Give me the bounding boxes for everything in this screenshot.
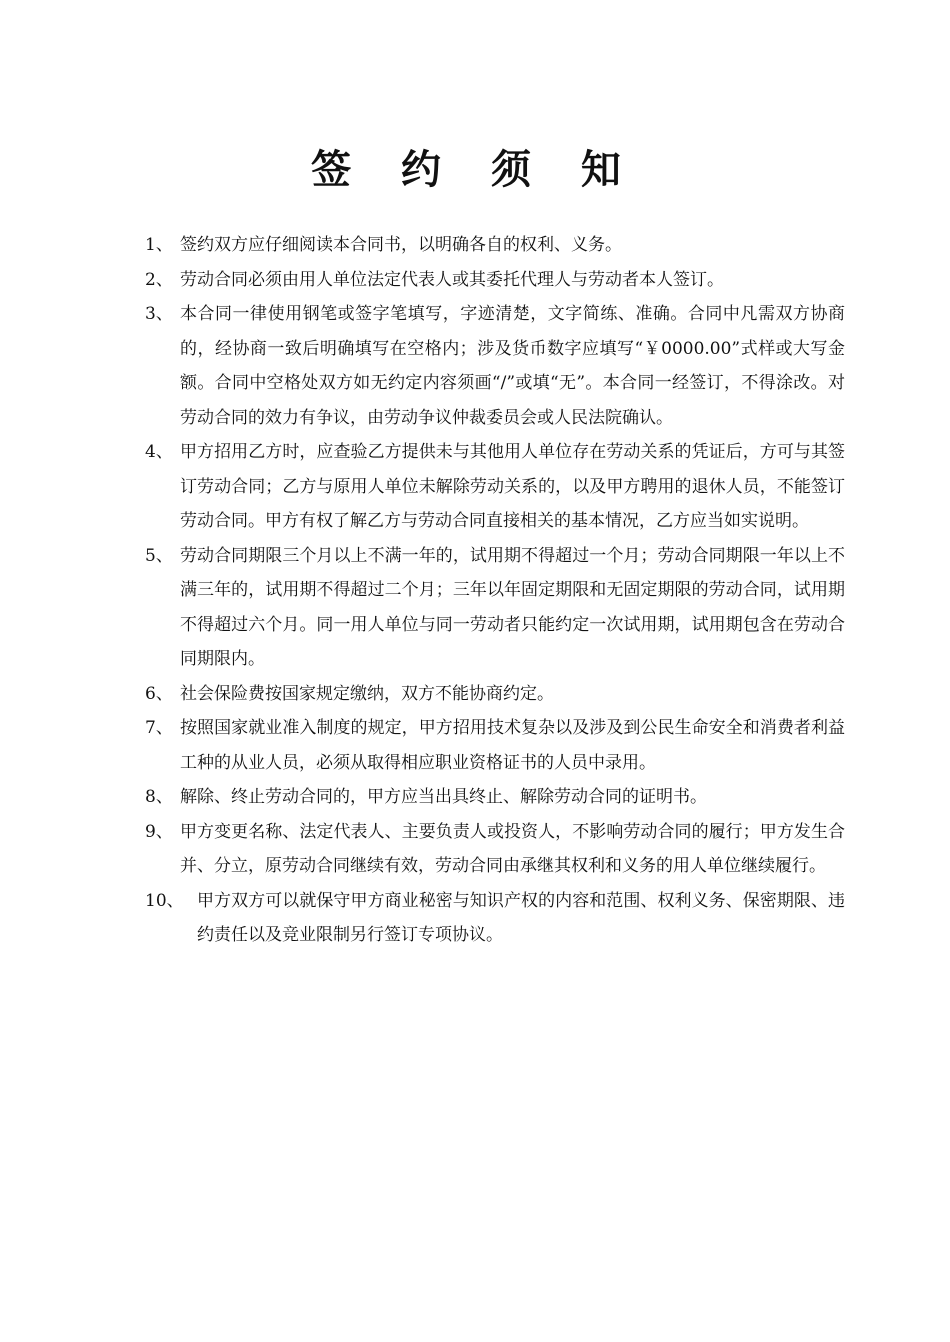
item-number: 6、 bbox=[145, 683, 173, 704]
list-item bbox=[145, 780, 845, 815]
list-item bbox=[145, 677, 845, 712]
item-number: 3、 bbox=[145, 304, 173, 324]
item-text: 甲方变更名称、法定代表人、主要负责人或投资人，不影响劳动合同的履行；甲方发生合并、分立，原劳动合同继续有效，劳动合同由承继其权利和义务的用人单位继续履行。 bbox=[180, 821, 845, 876]
item-text: 劳动合同期限三个月以上不满一年的，试用期不得超过一个月；劳动合同期限一年以上不满三年的，试用期不得超过二个月；三年以年固定期限和无固定期限的劳动合同，试用期不得超过六个月。同一用人单位与同一劳动者只能约定一次试用期，试用期包含在劳动合同期限内。 bbox=[180, 545, 845, 669]
item-number: 10、 bbox=[145, 890, 184, 911]
item-text: 签约双方应仔细阅读本合同书，以明确各自的权利、义务。 bbox=[180, 235, 622, 255]
item-text: 劳动合同必须由用人单位法定代表人或其委托代理人与劳动者本人签订。 bbox=[180, 269, 724, 290]
list-item bbox=[145, 884, 845, 953]
item-number: 8、 bbox=[145, 787, 173, 807]
page-title: 签 约 须 知 bbox=[311, 147, 639, 193]
item-text: 甲方双方可以就保守甲方商业秘密与知识产权的内容和范围、权利义务、保密期限、违约责任以及竞业限制另行签订专项协议。 bbox=[197, 890, 845, 945]
item-number: 1、 bbox=[145, 235, 173, 255]
item-text: 本合同一律使用钢笔或签字笔填写，字迹清楚，文字简练、准确。合同中凡需双方协商的，经协商一致后明确填写在空格内；涉及货币数字应填写“￥0000.00”式样或大写金额。合同中空格处双方如无约定内容须画“/”或填“无”。本合同一经签订，不得涂改。对劳动合同的效力有争议，由劳动争议仲裁委员会或人民法院确认。 bbox=[180, 304, 845, 428]
list-item bbox=[145, 539, 845, 677]
item-number: 9、 bbox=[145, 821, 173, 842]
list-item bbox=[145, 711, 845, 780]
item-number: 2、 bbox=[145, 269, 173, 290]
list-item bbox=[145, 228, 845, 263]
item-text: 甲方招用乙方时，应查验乙方提供未与其他用人单位存在劳动关系的凭证后，方可与其签订劳动合同；乙方与原用人单位未解除劳动关系的，以及甲方聘用的退休人员，不能签订劳动合同。甲方有权了解乙方与劳动合同直接相关的基本情况，乙方应当如实说明。 bbox=[180, 442, 845, 531]
item-text: 按照国家就业准入制度的规定，甲方招用技术复杂以及涉及到公民生命安全和消费者利益工种的从业人员，必须从取得相应职业资格证书的人员中录用。 bbox=[180, 718, 845, 773]
item-text: 解除、终止劳动合同的，甲方应当出具终止、解除劳动合同的证明书。 bbox=[180, 787, 707, 807]
notice-list bbox=[145, 228, 845, 953]
list-item bbox=[145, 297, 845, 435]
item-number: 7、 bbox=[145, 718, 173, 738]
list-item bbox=[145, 435, 845, 539]
list-item bbox=[145, 815, 845, 884]
item-number: 4、 bbox=[145, 442, 173, 462]
list-item bbox=[145, 263, 845, 298]
item-text: 社会保险费按国家规定缴纳，双方不能协商约定。 bbox=[180, 683, 554, 704]
item-number: 5、 bbox=[145, 545, 173, 566]
